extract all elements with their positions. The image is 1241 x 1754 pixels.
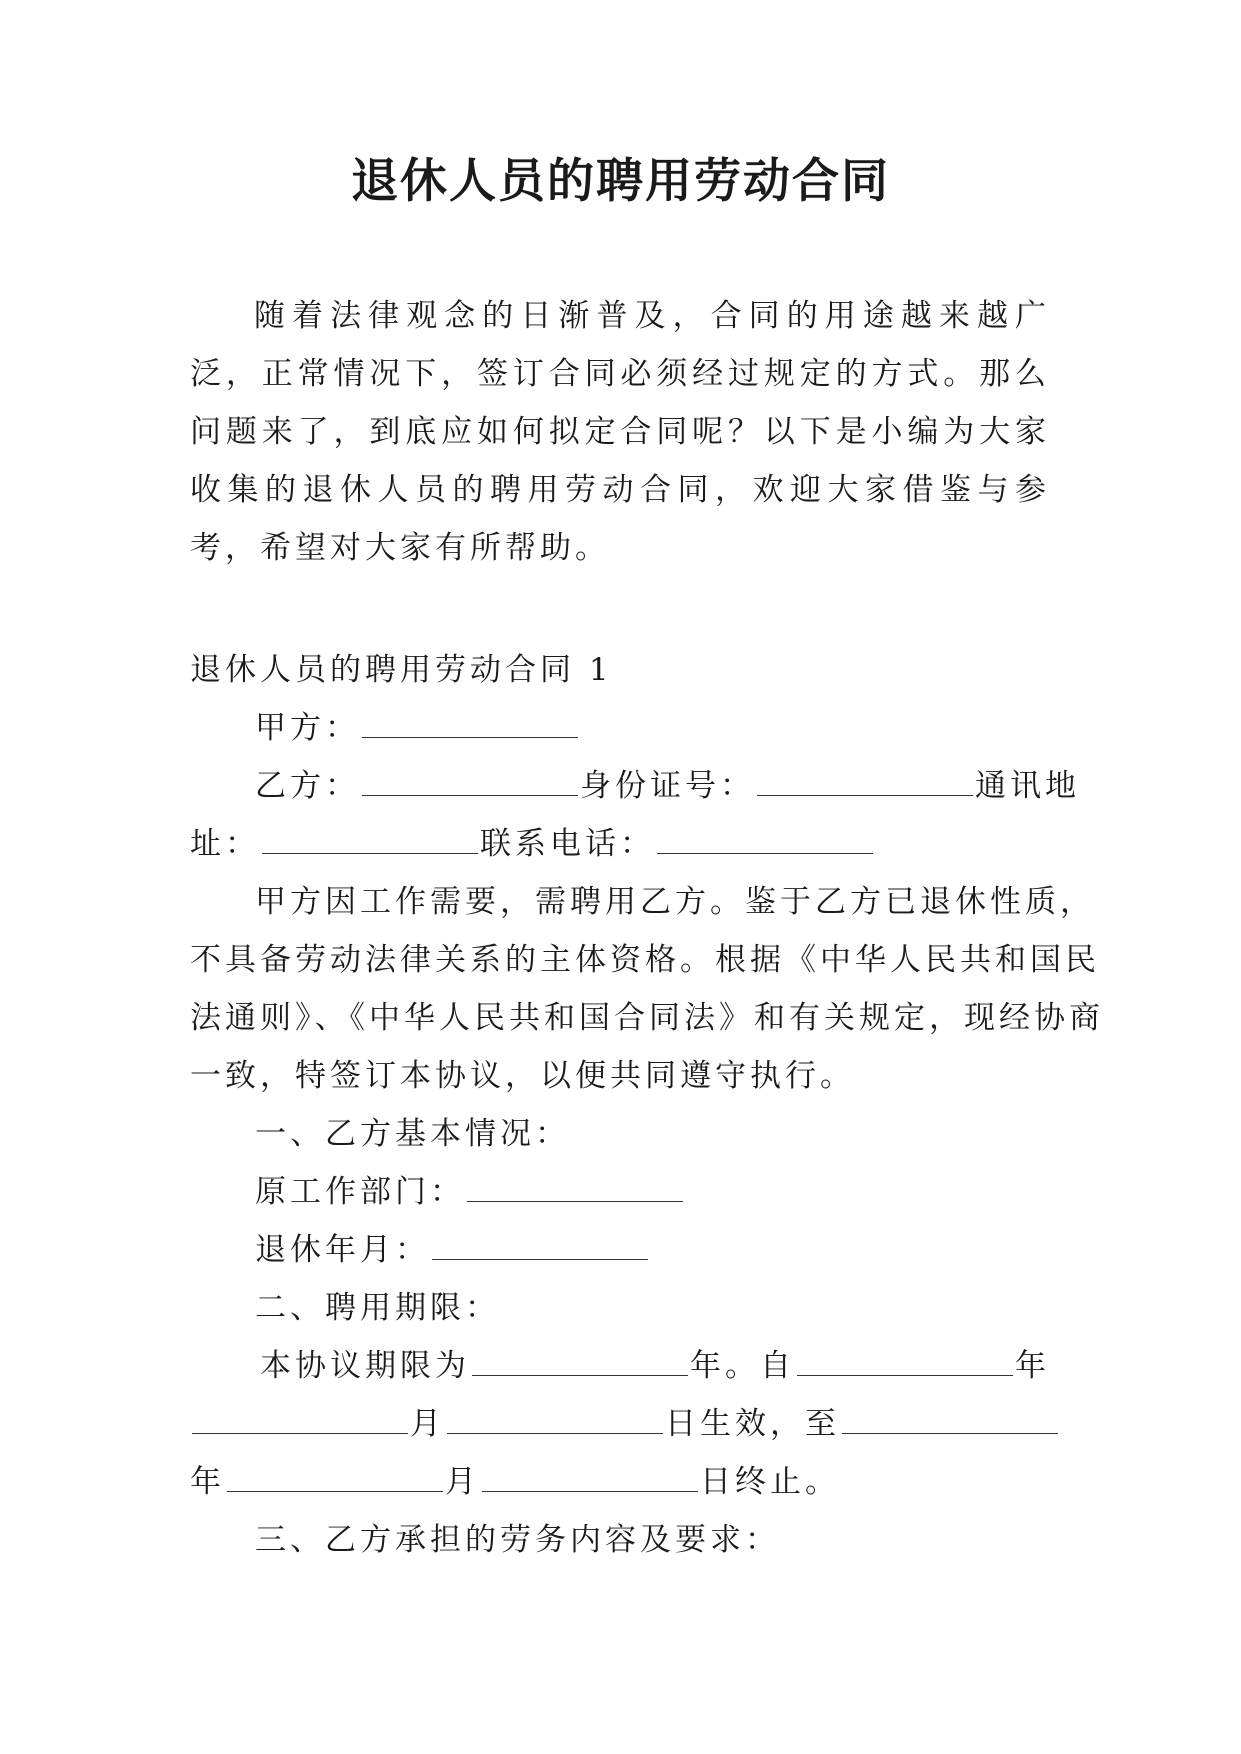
retire-blank bbox=[432, 1231, 648, 1260]
address-line bbox=[190, 824, 875, 864]
phone-label: 联系电话： bbox=[480, 826, 655, 862]
start-year-blank bbox=[797, 1347, 1013, 1376]
orig-dept-blank bbox=[467, 1173, 683, 1202]
term-year2: 年 bbox=[1015, 1348, 1050, 1384]
address-blank bbox=[262, 825, 478, 854]
retire-label: 退休年月： bbox=[255, 1232, 430, 1268]
party-b-blank bbox=[362, 767, 578, 796]
terminate-label: 日终止。 bbox=[700, 1464, 840, 1500]
orig-dept-line bbox=[255, 1172, 685, 1212]
start-day-blank bbox=[447, 1405, 663, 1434]
para1-line1: 甲方因工作需要，需聘用乙方。鉴于乙方已退休性质， bbox=[255, 884, 1095, 920]
address-label-2: 址： bbox=[190, 826, 260, 862]
sec2-heading: 二、聘用期限： bbox=[255, 1290, 500, 1326]
month-label: 月 bbox=[410, 1406, 445, 1442]
section-heading bbox=[190, 650, 613, 690]
term-prefix: 本协议期限为 bbox=[260, 1348, 470, 1384]
term-line-2 bbox=[190, 1404, 1060, 1444]
para1-line4: 一致，特签订本协议，以便共同遵守执行。 bbox=[190, 1058, 855, 1094]
year-end-label: 年 bbox=[190, 1464, 225, 1500]
id-label: 身份证号： bbox=[580, 768, 755, 804]
party-b-line bbox=[255, 766, 1080, 806]
phone-blank bbox=[657, 825, 873, 854]
term-line-1 bbox=[260, 1346, 1050, 1386]
term-years-blank bbox=[472, 1347, 688, 1376]
party-a-line bbox=[255, 708, 580, 748]
end-day-blank bbox=[482, 1463, 698, 1492]
term-year: 年。自 bbox=[690, 1348, 795, 1384]
id-blank bbox=[757, 767, 973, 796]
para1-line2: 不具备劳动法律关系的主体资格。根据《中华人民共和国民 bbox=[190, 942, 1100, 978]
end-month-blank bbox=[227, 1463, 443, 1492]
para1-line3: 法通则》、《中华人民共和国合同法》和有关规定，现经协商 bbox=[190, 1000, 1104, 1036]
party-a-label: 甲方： bbox=[255, 710, 360, 746]
month-end-label: 月 bbox=[445, 1464, 480, 1500]
orig-dept-label: 原工作部门： bbox=[255, 1174, 465, 1210]
end-year-blank bbox=[842, 1405, 1058, 1434]
retire-line bbox=[255, 1230, 650, 1270]
sec1-heading: 一、乙方基本情况： bbox=[255, 1116, 570, 1152]
section-heading-text: 退休人员的聘用劳动合同 1 bbox=[190, 652, 613, 688]
intro-paragraph: 随着法律观念的日渐普及，合同的用途越来越广泛，正常情况下，签订合同必须经过规定的方式。那么问题来了，到底应如何拟定合同呢？以下是小编为大家收集的退休人员的聘用劳动合同，欢迎大家借鉴与参考，希望对大家有所帮助。 bbox=[190, 298, 1050, 566]
term-line-3 bbox=[190, 1462, 840, 1502]
address-label-1: 通讯地 bbox=[975, 768, 1080, 804]
start-month-blank bbox=[192, 1405, 408, 1434]
sec3-heading: 三、乙方承担的劳务内容及要求： bbox=[255, 1522, 780, 1558]
party-a-blank bbox=[362, 709, 578, 738]
document-title: 退休人员的聘用劳动合同 bbox=[351, 154, 890, 209]
party-b-label: 乙方： bbox=[255, 768, 360, 804]
effective-label: 日生效，至 bbox=[665, 1406, 840, 1442]
